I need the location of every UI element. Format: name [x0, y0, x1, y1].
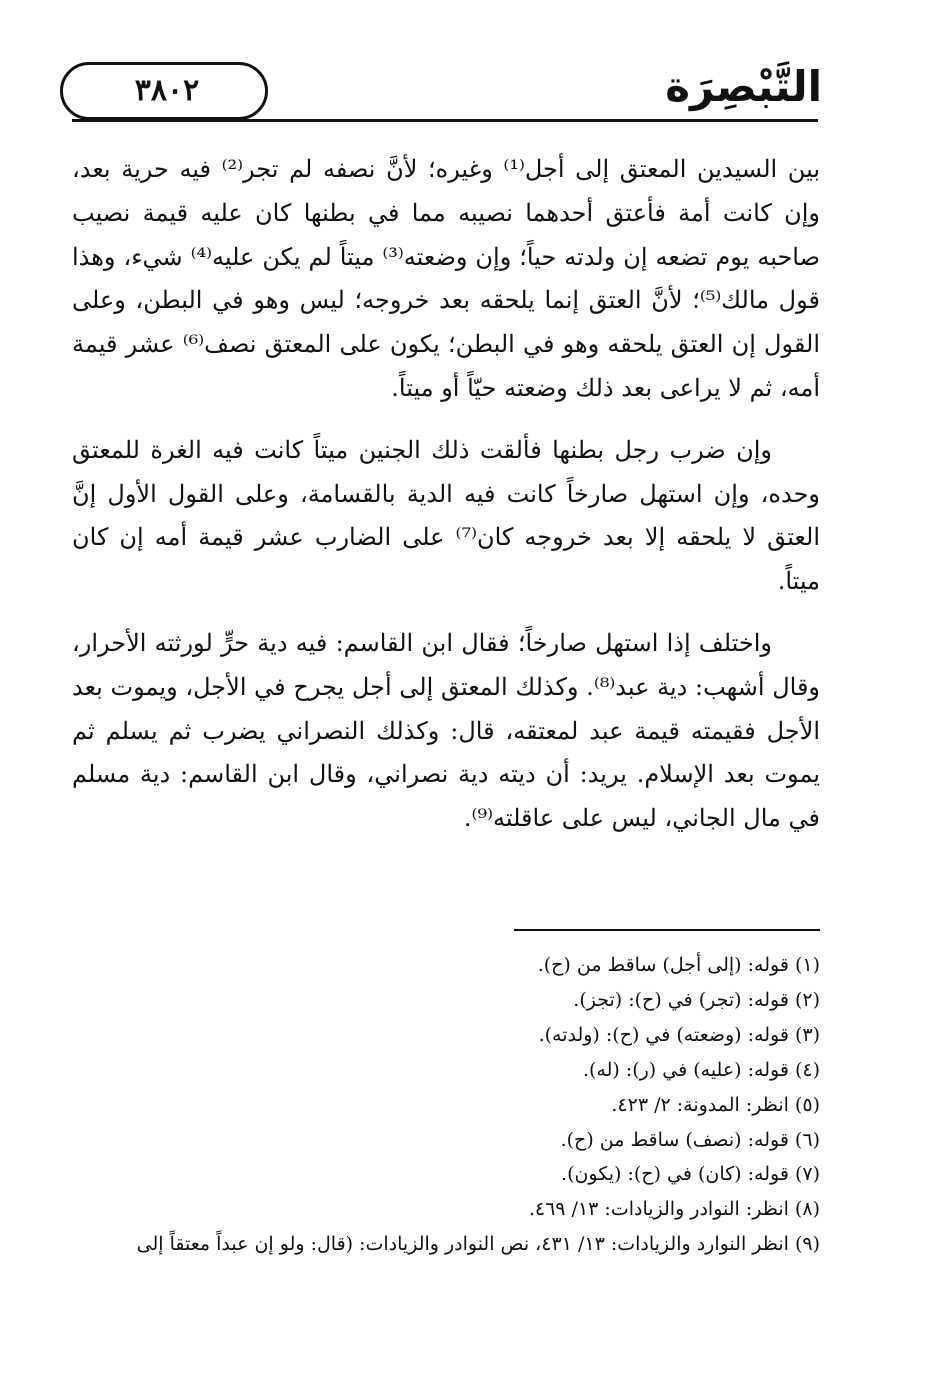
paragraph: واختلف إذا استهل صارخاً؛ فقال ابن القاسم: فيه دية حرٍّ لورثته الأحرار، وقال أشهب: دية عبد⁽⁸⁾. وكذلك المعتق إلى أجل يجرح في الأجل، ويموت بعد الأجل فقيمته قيمة عبد لمعتقه، قال: وكذلك النصراني يضرب ثم يسلم ثم يموت بعد الإسلام. يريد: أن ديته دية نصراني، وقال ابن القاسم: دية مسلم في مال الجاني، ليس على عاقلته⁽⁹⁾. — [72, 628, 820, 833]
footnote-divider — [514, 929, 820, 931]
paragraph: وإن ضرب رجل بطنها فألقت ذلك الجنين ميتاً كانت فيه الغرة للمعتق وحده، وإن استهل صارخاً كانت فيه الدية بالقسامة، وعلى القول الأول إنَّ العتق لا يلحقه إلا بعد خروجه كان⁽⁷⁾ على الضارب عشر قيمة أمه إن كان ميتاً. — [72, 435, 820, 596]
footnote: (٧) قوله: (كان) في (ح): (يكون). — [561, 1163, 820, 1186]
paragraph: بين السيدين المعتق إلى أجل⁽¹⁾ وغيره؛ لأنَّ نصفه لم تجر⁽²⁾ فيه حرية بعد، وإن كانت أمة فأعتق أحدهما نصيبه مما في بطنها كان عليه قيمة نصيب صاحبه يوم تضعه إن ولدته حياً؛ وإن وضعته⁽³⁾ ميتاً لم يكن عليه⁽⁴⁾ شيء، وهذا قول مالك⁽⁵⁾؛ لأنَّ العتق إنما يلحقه بعد خروجه؛ ليس وهو في البطن، وعلى القول إن العتق يلحقه وهو في البطن؛ يكون على المعتق نصف⁽⁶⁾ عشر قيمة أمه، ثم لا يراعى بعد ذلك وضعته حيّاً أو ميتاً. — [72, 155, 821, 402]
book-title: التَّبْصِرَة — [665, 62, 822, 111]
footnote: (٣) قوله: (وضعته) في (ح): (ولدته). — [538, 1023, 820, 1046]
page-header — [60, 56, 822, 126]
footnote: (٩) انظر النوارد والزيادات: ١٣/ ٤٣١، نص النوادر والزيادات: (قال: ولو إن عبداً معتقاً إلى — [136, 1233, 820, 1256]
footnote: (٦) قوله: (نصف) ساقط من (ح). — [560, 1128, 820, 1151]
footnote: (٨) انظر: النوادر والزيادات: ١٣/ ٤٦٩. — [528, 1198, 820, 1221]
footnote: (٥) انظر: المدونة: ٢/ ٤٢٣. — [611, 1093, 820, 1116]
main-text — [72, 148, 820, 859]
page-number-frame — [60, 62, 268, 120]
footnotes-list — [72, 948, 820, 1262]
page-number: ٣٨٠٢ — [134, 73, 200, 108]
footnote: (٢) قوله: (تجر) في (ح): (تجز). — [573, 988, 820, 1011]
header-divider — [72, 119, 818, 122]
footnote: (١) قوله: (إلى أجل) ساقط من (ح). — [537, 954, 820, 976]
footnote: (٤) قوله: (عليه) في (ر): (له). — [582, 1058, 820, 1081]
